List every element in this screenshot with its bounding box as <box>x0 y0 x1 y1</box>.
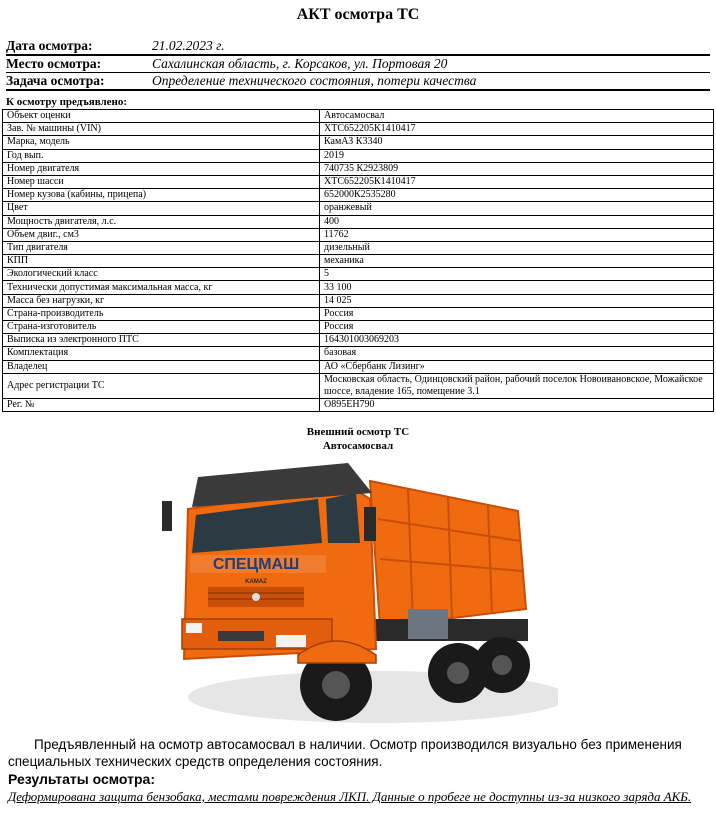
table-row <box>3 110 714 123</box>
table-row <box>3 175 714 188</box>
dump-truck-photo <box>158 459 558 733</box>
headlight-right <box>276 635 306 647</box>
table-row <box>3 268 714 281</box>
table-row <box>3 136 714 149</box>
table-row <box>3 123 714 136</box>
meta-row-date <box>6 38 710 56</box>
table-row <box>3 373 714 398</box>
property-value: Автосамосвал <box>320 110 714 123</box>
table-row <box>3 334 714 347</box>
meta-value: 21.02.2023 г. <box>152 38 225 53</box>
property-key: КПП <box>3 255 320 268</box>
photo-caption-subtitle: Автосамосвал <box>322 440 394 452</box>
property-value: 5 <box>320 268 714 281</box>
property-key: Год вып. <box>3 149 320 162</box>
property-key: Технически допустимая максимальная масса, кг <box>3 281 320 294</box>
property-value: 33 100 <box>320 281 714 294</box>
cab-logo-text: СПЕЦМАШ <box>212 556 300 573</box>
property-key: Номер двигателя <box>3 162 320 175</box>
property-value: 740735 К2923809 <box>320 162 714 175</box>
property-value: 652000К2535280 <box>320 189 714 202</box>
inspection-paragraph: Предъявленный на осмотр автосамосвал в наличии. Осмотр производился визуально без применения специальных технических средств определения состояния. <box>8 737 682 769</box>
property-value: ХТС652205К1410417 <box>320 123 714 136</box>
property-key: Рег. № <box>3 398 320 411</box>
property-value: Россия <box>320 307 714 320</box>
property-value: О895ЕН790 <box>320 398 714 411</box>
meta-key: Задача осмотра: <box>6 73 105 88</box>
meta-value: Сахалинская область, г. Корсаков, ул. Портовая 20 <box>152 56 448 71</box>
property-value: оранжевый <box>320 202 714 215</box>
property-value: АО «Сбербанк Лизинг» <box>320 360 714 373</box>
table-row <box>3 347 714 360</box>
table-row <box>3 255 714 268</box>
property-value: 2019 <box>320 149 714 162</box>
table-row <box>3 202 714 215</box>
property-key: Мощность двигателя, л.с. <box>3 215 320 228</box>
table-row <box>3 360 714 373</box>
property-key: Адрес регистрации ТС <box>3 373 320 398</box>
property-value: дизельный <box>320 241 714 254</box>
property-key: Объект оценки <box>3 110 320 123</box>
table-row <box>3 228 714 241</box>
meta-value: Определение технического состояния, потери качества <box>152 73 477 88</box>
property-key: Владелец <box>3 360 320 373</box>
results-text: Деформирована защита бензобака, местами повреждения ЛКП. Данные о пробеге не доступны из-за низкого заряда АКБ. <box>8 789 692 804</box>
brand-text: KAMAZ <box>245 579 267 585</box>
property-value: 164301003069203 <box>320 334 714 347</box>
property-value: 400 <box>320 215 714 228</box>
headlight-left <box>186 623 202 633</box>
property-value: Россия <box>320 321 714 334</box>
meta-key: Место осмотра: <box>6 56 102 71</box>
property-value: Московская область, Одинцовский район, рабочий поселок Новоивановское, Можайское шоссе, владение 165, помещение 3.1 <box>320 373 714 398</box>
property-value: КамАЗ К3340 <box>320 136 714 149</box>
property-value: ХТС652205К1410417 <box>320 175 714 188</box>
property-key: Экологический класс <box>3 268 320 281</box>
property-key: Номер шасси <box>3 175 320 188</box>
table-row <box>3 281 714 294</box>
table-row <box>3 398 714 411</box>
property-key: Выписка из электронного ПТС <box>3 334 320 347</box>
mirror-left <box>162 501 172 531</box>
photo-caption-title: Внешний осмотр ТС <box>306 426 410 438</box>
property-key: Масса без нагрузки, кг <box>3 294 320 307</box>
table-row <box>3 189 714 202</box>
property-key: Цвет <box>3 202 320 215</box>
property-key: Комплектация <box>3 347 320 360</box>
table-row <box>3 149 714 162</box>
property-value: 11762 <box>320 228 714 241</box>
property-value: механика <box>320 255 714 268</box>
table-row <box>3 307 714 320</box>
property-key: Страна-изготовитель <box>3 321 320 334</box>
side-window <box>326 493 360 543</box>
property-value: 14 025 <box>320 294 714 307</box>
meta-block <box>6 38 710 91</box>
table-row <box>3 294 714 307</box>
table-row <box>3 215 714 228</box>
property-key: Объем двиг., см3 <box>3 228 320 241</box>
property-key: Страна-производитель <box>3 307 320 320</box>
table-row <box>3 162 714 175</box>
property-key: Марка, модель <box>3 136 320 149</box>
property-key: Зав. № машины (VIN) <box>3 123 320 136</box>
properties-table <box>2 109 714 412</box>
table-row <box>3 321 714 334</box>
meta-key: Дата осмотра: <box>6 38 93 53</box>
meta-row-place <box>6 56 710 73</box>
document-title: АКТ осмотра ТС <box>296 6 420 23</box>
table-row <box>3 241 714 254</box>
section-heading: К осмотру предъявлено: <box>6 96 128 108</box>
property-key: Тип двигателя <box>3 241 320 254</box>
property-key: Номер кузова (кабины, прицепа) <box>3 189 320 202</box>
mirror-right <box>364 507 376 541</box>
property-value: базовая <box>320 347 714 360</box>
results-heading: Результаты осмотра: <box>8 771 155 787</box>
meta-row-task <box>6 73 710 91</box>
